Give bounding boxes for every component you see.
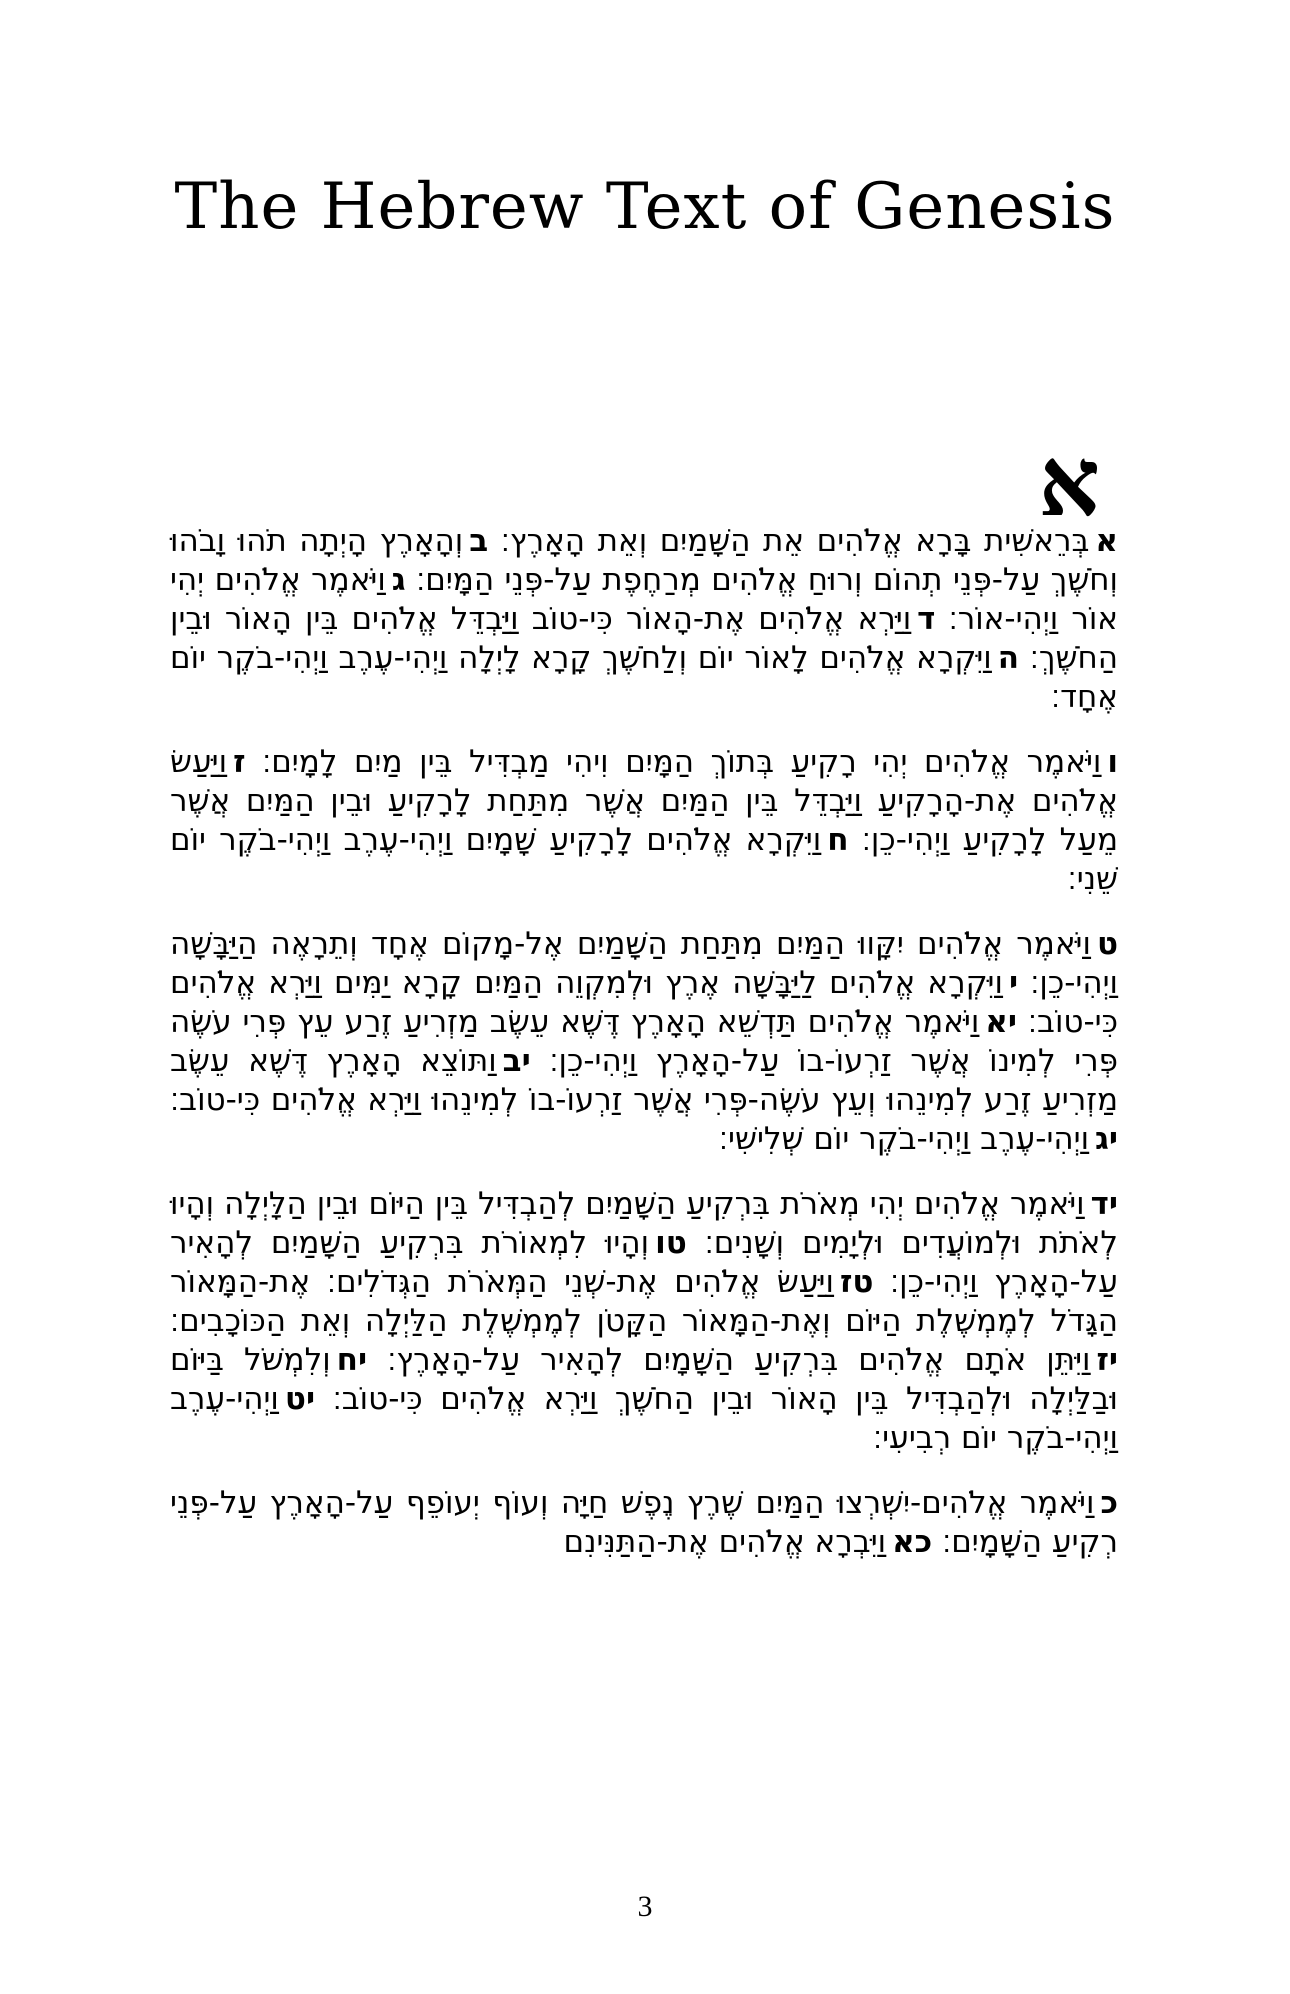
verse-text: וְהָיוּ לִמְאוֹרֹת בִּרְקִיעַ הַשָּׁמַיִם לְהָאִיר עַל-הָאָרֶץ וַיְהִי-כֵן׃ <box>170 1225 1118 1300</box>
verse-number: יב <box>502 1043 531 1079</box>
verse-text: וַיַּעַשׂ אֱלֹהִים אֶת-שְׁנֵי הַמְּאֹרֹת הַגְּדֹלִים׃ אֶת-הַמָּאוֹר הַגָּדֹל לְמֶמְשֶׁלֶת הַיּוֹם וְאֶת-הַמָּאוֹר הַקָּטֹן לְמֶמְשֶׁלֶת הַלַּיְלָה וְאֵת הַכּוֹכָבִים׃ <box>170 1264 1118 1339</box>
chapter-number: א <box>1038 425 1100 538</box>
verse-number: יט <box>284 1381 316 1417</box>
verse-number: ה <box>997 640 1020 676</box>
verse-text: וַיֹּאמֶר אֱלֹהִים-יִשְׁרְצוּ הַמַּיִם שֶׁרֶץ נֶפֶשׁ חַיָּה וְעוֹף יְעוֹפֵף עַל-הָאָרֶץ עַל-פְּנֵי רְקִיעַ הַשָּׁמָיִם׃ <box>170 1485 1118 1560</box>
verse-text: וַיֹּאמֶר אֱלֹהִים יִקָּווּ הַמַּיִם מִתַּחַת הַשָּׁמַיִם אֶל-מָקוֹם אֶחָד וְתֵרָאֶה הַיַּבָּשָׁה וַיְהִי-כֵן׃ <box>170 926 1118 1001</box>
page-number: 3 <box>637 1890 653 1923</box>
verse-paragraph <box>170 743 1118 899</box>
page-title: The Hebrew Text of Genesis <box>174 170 1116 244</box>
verse-text: וַיִּקְרָא אֱלֹהִים לָאוֹר יוֹם וְלַחֹשֶׁךְ קָרָא לָיְלָה וַיְהִי-עֶרֶב וַיְהִי-בֹקֶר יוֹם אֶחָד׃ <box>170 640 1118 715</box>
verse-text: וַיִּבְרָא אֱלֹהִים אֶת-הַתַּנִּינִם <box>563 1524 887 1560</box>
verse-number: יג <box>1095 1121 1118 1157</box>
verse-text: וַיַּעַשׂ אֱלֹהִים אֶת-הָרָקִיעַ וַיַּבְדֵּל בֵּין הַמַּיִם אֲשֶׁר מִתַּחַת לָרָקִיעַ וּבֵין הַמַּיִם אֲשֶׁר מֵעַל לָרָקִיעַ וַיְהִי-כֵן׃ <box>170 744 1118 858</box>
verse-text: וַיְהִי-עֶרֶב וַיְהִי-בֹקֶר יוֹם שְׁלִישִׁי׃ <box>718 1121 1090 1157</box>
verse-number: ב <box>469 523 489 559</box>
verse-number: א <box>1095 523 1118 559</box>
verse-number: ו <box>1107 744 1118 780</box>
verse-paragraph <box>170 522 1118 717</box>
verse-number: יא <box>985 1004 1017 1040</box>
verse-number: כ <box>1100 1485 1118 1521</box>
verse-number: ד <box>917 601 936 637</box>
verse-text: וַתּוֹצֵא הָאָרֶץ דֶּשֶׁא עֵשֶׂב מַזְרִיעַ זֶרַע לְמִינֵהוּ וְעֵץ עֹשֶׂה-פְּרִי אֲשֶׁר זַרְעוֹ-בוֹ לְמִינֵהוּ וַיַּרְא אֱלֹהִים כִּי-טוֹב׃ <box>170 1043 1118 1118</box>
verse-number: יז <box>1096 1342 1119 1378</box>
verse-number: יח <box>336 1342 368 1378</box>
verse-number: ח <box>827 822 849 858</box>
verse-number: ז <box>233 744 246 780</box>
verse-number: י <box>1008 965 1019 1001</box>
verse-text: וַיֹּאמֶר אֱלֹהִים יְהִי מְאֹרֹת בִּרְקִיעַ הַשָּׁמַיִם לְהַבְדִּיל בֵּין הַיּוֹם וּבֵין הַלָּיְלָה וְהָיוּ לְאֹתֹת וּלְמוֹעֲדִים וּלְיָמִים וְשָׁנִים׃ <box>170 1186 1118 1261</box>
verse-text: וַיֹּאמֶר אֱלֹהִים תַּדְשֵׁא הָאָרֶץ דֶּשֶׁא עֵשֶׂב מַזְרִיעַ זֶרַע עֵץ פְּרִי עֹשֶׂה פְּרִי לְמִינוֹ אֲשֶׁר זַרְעוֹ-בוֹ עַל-הָאָרֶץ וַיְהִי-כֵן׃ <box>170 1004 1119 1079</box>
verse-text: וַיֹּאמֶר אֱלֹהִים יְהִי רָקִיעַ בְּתוֹךְ הַמָּיִם וִיהִי מַבְדִּיל בֵּין מַיִם לָמָיִם׃ <box>262 744 1102 780</box>
verse-text: וְלִמְשֹׁל בַּיּוֹם וּבַלַּיְלָה וּלְהַבְדִּיל בֵּין הָאוֹר וּבֵין הַחֹשֶׁךְ וַיַּרְא אֱלֹהִים כִּי-טוֹב׃ <box>170 1342 1118 1417</box>
verse-text: וְהָאָרֶץ הָיְתָה תֹהוּ וָבֹהוּ וְחֹשֶׁךְ עַל-פְּנֵי תְהוֹם וְרוּחַ אֱלֹהִים מְרַחֶפֶת עַל-פְּנֵי הַמָּיִם׃ <box>170 523 1118 598</box>
verse-number: טו <box>655 1225 687 1261</box>
verse-number: ג <box>391 562 406 598</box>
verse-text: וַיַּרְא אֱלֹהִים אֶת-הָאוֹר כִּי-טוֹב וַיַּבְדֵּל אֱלֹהִים בֵּין הָאוֹר וּבֵין הַחֹשֶׁךְ׃ <box>170 601 1118 676</box>
verse-number: טז <box>839 1264 874 1300</box>
verse-number: יד <box>1090 1186 1118 1222</box>
verse-number: ט <box>1096 926 1118 962</box>
hebrew-text-body <box>170 522 1118 1588</box>
verse-text: וַיִּקְרָא אֱלֹהִים לָרָקִיעַ שָׁמָיִם וַיְהִי-עֶרֶב וַיְהִי-בֹקֶר יוֹם שֵׁנִי׃ <box>170 822 1118 897</box>
verse-number: כא <box>892 1524 933 1560</box>
verse-text: בְּרֵאשִׁית בָּרָא אֱלֹהִים אֵת הַשָּׁמַיִם וְאֵת הָאָרֶץ׃ <box>500 523 1090 559</box>
verse-paragraph <box>170 1484 1118 1562</box>
verse-text: וַיִּקְרָא אֱלֹהִים לַיַּבָּשָׁה אֶרֶץ וּלְמִקְוֵה הַמַּיִם קָרָא יַמִּים וַיַּרְא אֱלֹהִים כִּי-טוֹב׃ <box>170 965 1118 1040</box>
verse-text: וַיִּתֵּן אֹתָם אֱלֹהִים בִּרְקִיעַ הַשָּׁמָיִם לְהָאִיר עַל-הָאָרֶץ׃ <box>387 1342 1091 1378</box>
verse-paragraph <box>170 925 1118 1159</box>
verse-text: וַיֹּאמֶר אֱלֹהִים יְהִי אוֹר וַיְהִי-אוֹר׃ <box>170 562 1118 637</box>
verse-text: וַיְהִי-עֶרֶב וַיְהִי-בֹקֶר יוֹם רְבִיעִי׃ <box>170 1381 1118 1456</box>
verse-paragraph <box>170 1185 1118 1458</box>
